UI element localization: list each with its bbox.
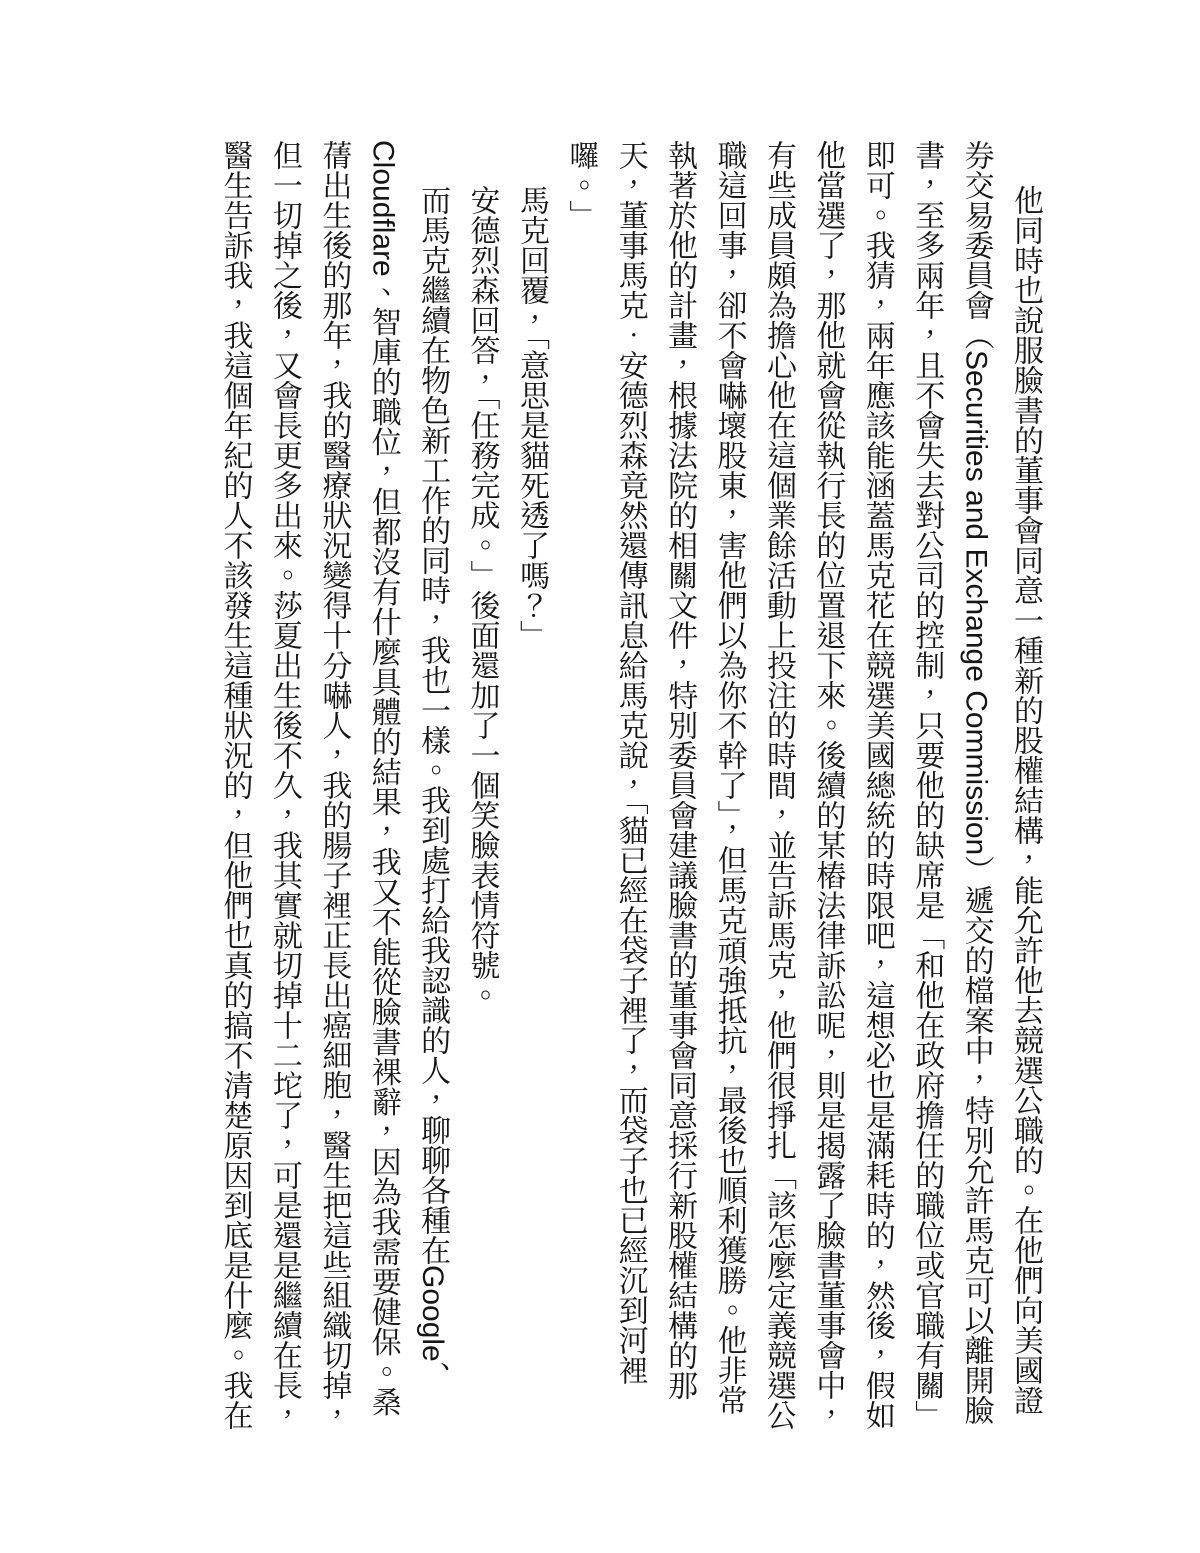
paragraph: 安德烈森回答，「任務完成。」後面還加了一個笑臉表情符號。	[465, 185, 499, 1010]
paragraph: 而馬克繼續在物色新工作的同時，我也一樣。我到處打給我認識的人，聊聊各種在Google、Cloudflare、智庫的職位，但都沒有什麼具體的結果，我又不能從臉書裸辭，因為我需要健保。桑蒨出生後的那年，我的醫療狀況變得十分嚇人，我的腸子裡正長出癌細胞，醫生把這些組織切掉，但一切掉之後，又會長更多出來。莎夏出生後不久，我其實就切掉十二坨了，可是還是繼續在長，醫生告訴我，我這個年紀的人不該發生這種狀況的，但他們也真的搞不清楚原因到底是什麼。我在	[218, 140, 450, 1430]
paragraph: 他同時也說服臉書的董事會同意一種新的股權結構，能允許他去競選公職的。在他們向美國證券交易委員會（Securities and Exchange Commission）遞交的檔案中，特別允許馬克可以離開臉書，至多兩年，且不會失去對公司的控制，只要他的缺席是「和他在政府擔任的職位或官職有關」即可。我猜，兩年應該能涵蓋馬克花在競選美國總統的時限吧，這想必也是滿耗時的，然後，假如他當選了，那他就會從執行長的位置退下來。後續的某樁法律訴訟呢，則是揭露了臉書董事會中，有些成員頗為擔心他在這個業餘活動上投注的時間，並告訴馬克，他們很掙扎「該怎麼定義競選公職這回事，卻不會嚇壞股東，害他們以為你不幹了」，但馬克頑強抵抗，最後也順利獲勝。他非常執著於他的計畫，根據法院的相關文件，特別委員會建議臉書的董事會同意採行新股權結構的那天，董事馬克．安德烈森竟然還傳訊息給馬克說，「貓已經在袋子裡了，而袋子也已經沉到河裡囉。」	[564, 140, 1042, 1430]
vertical-text-block	[210, 140, 1050, 1436]
paragraph: 馬克回覆，「意思是貓死透了嗎？」	[514, 185, 548, 650]
